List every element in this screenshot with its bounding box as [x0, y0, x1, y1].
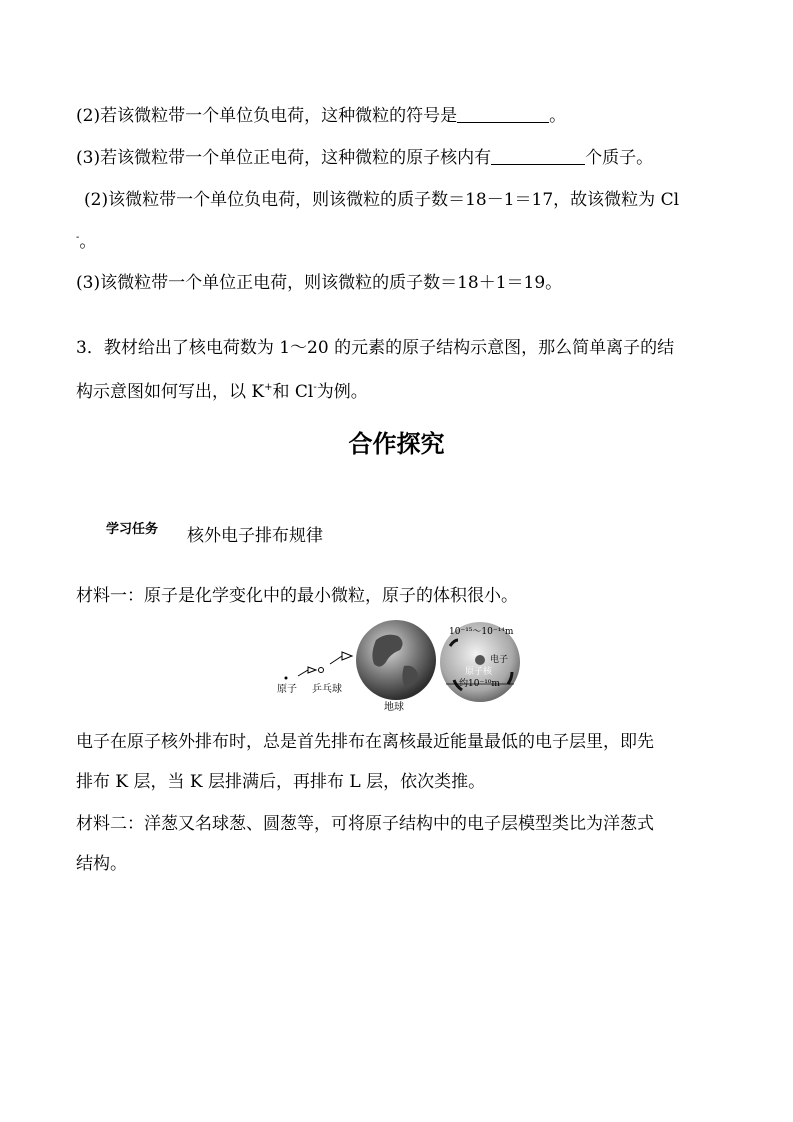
material-2-line1: 材料二：洋葱又名球葱、圆葱等，可将原子结构中的电子层模型类比为洋葱式 [76, 814, 654, 834]
material-2-line2: 结构。 [76, 854, 127, 874]
task-tag: 学习任务 [106, 522, 159, 537]
pingpong-ball [319, 668, 324, 673]
material-1: 材料一：原子是化学变化中的最小微粒，原子的体积很小。 [76, 586, 518, 606]
question-3-line1: 3．教材给出了核电荷数为 1～20 的元素的原子结构示意图，那么简单离子的结 [76, 338, 675, 358]
answer-blank-3[interactable] [491, 146, 585, 165]
arrow-icon [330, 652, 352, 664]
paragraph-1-line1: 电子在原子核外排布时，总是首先排布在离核最近能量最低的电子层里，即先 [76, 732, 654, 752]
question-2-text: (2)若该微粒带一个单位负电荷，这种微粒的符号是 [76, 106, 458, 126]
question-3: (3)若该微粒带一个单位正电荷，这种微粒的原子核内有 个质子。 [76, 148, 654, 168]
answer-3: (3)该微粒带一个单位正电荷，则该微粒的质子数＝18＋1＝19。 [76, 273, 563, 293]
pingpong-label: 乒乓球 [312, 684, 342, 695]
answer-2-line1: (2)该微粒带一个单位负电荷，则该微粒的质子数＝18－1＝17，故该微粒为 Cl [84, 190, 680, 210]
size-label: 约10⁻¹⁰m [459, 679, 500, 689]
range-label: 10⁻¹⁵～10⁻¹⁴m [449, 627, 514, 637]
section-title: 合作探究 [348, 430, 445, 458]
electron-label: 电子 [490, 655, 509, 665]
answer-2-line2: -。 [76, 232, 97, 252]
answer-blank-2[interactable] [457, 104, 549, 123]
earth-globe [356, 620, 436, 700]
earth-label: 地球 [384, 702, 404, 713]
paragraph-1-line2: 排布 K 层，当 K 层排满后，再排布 L 层，依次类推。 [76, 772, 486, 792]
arrow-icon [298, 667, 316, 676]
nucleus-label: 原子核 [465, 667, 493, 677]
task-name: 核外电子排布规律 [187, 526, 323, 546]
atom-label: 原子 [277, 684, 297, 695]
question-2: (2)若该微粒带一个单位负电荷，这种微粒的符号是 。 [76, 106, 567, 126]
question-3-line2: 构示意图如何写出，以 K+和 Cl-为例。 [76, 382, 368, 402]
atom-size-figure [272, 618, 528, 714]
question-3-text: (3)若该微粒带一个单位正电荷，这种微粒的原子核内有 [76, 148, 492, 168]
